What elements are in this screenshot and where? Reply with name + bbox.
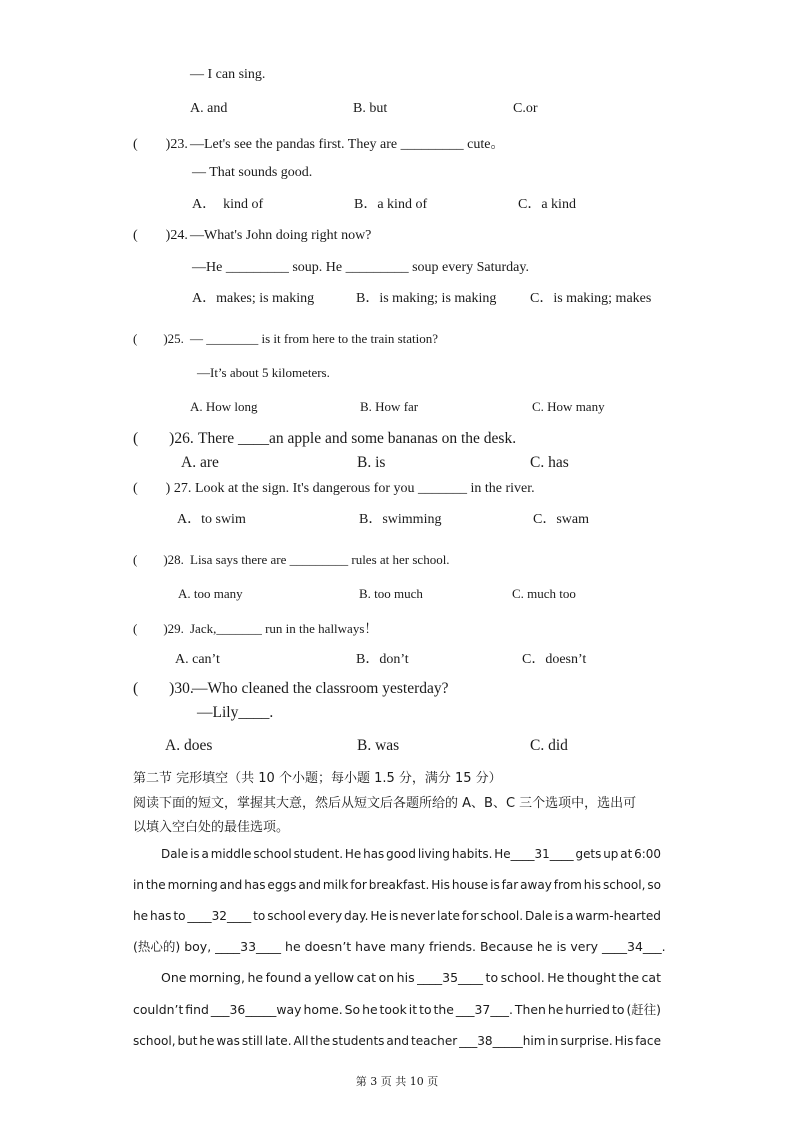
q25-reply: —It’s about 5 kilometers. [197, 365, 330, 380]
q28-number: ( )28. [133, 552, 184, 567]
section-instruction-line2: 以填入空白处的最佳选项。 [133, 820, 290, 835]
q23-option-c: C．a kind [518, 197, 576, 212]
q26-option-c: C. has [530, 454, 569, 471]
q29-option-c: C．doesn’t [522, 652, 587, 667]
q30-reply: —Lily____. [197, 704, 274, 721]
q24-option-a: A．makes; is making [192, 291, 315, 306]
q23-option-b: B．a kind of [354, 197, 428, 212]
passage-line-1: Dale is a middle school student. He has good living habits. He____31____ gets up at 6:00 [161, 846, 661, 861]
q30-option-b: B. was [357, 737, 400, 754]
q26-option-b: B. is [357, 454, 386, 471]
q22-answer-line: — I can sing. [190, 67, 266, 82]
q22-option-c: C.or [513, 101, 538, 116]
q29-option-a: A. can’t [175, 652, 220, 667]
q23-number: ( )23. [133, 137, 188, 152]
q30-number: ( )30. [133, 680, 194, 697]
q22-option-a: A. and [190, 101, 228, 116]
q23-stem: —Let's see the pandas first. They are _________ cute。 [190, 137, 505, 152]
q25-option-c: C. How many [532, 399, 605, 414]
q22-option-b: B. but [353, 101, 388, 116]
passage-line-7: school, but he was still late. All the students and teacher ___38_____him in surprise. His face [133, 1033, 661, 1048]
q26-stem: There ____an apple and some bananas on the desk. [198, 430, 517, 447]
q27-stem: Look at the sign. It's dangerous for you _______ in the river. [195, 481, 535, 496]
q27-option-a: A．to swim [177, 512, 246, 527]
q28-stem: Lisa says there are _________ rules at her school. [190, 552, 450, 567]
q29-stem: Jack,_______ run in the hallways！ [190, 621, 378, 636]
page-footer: 第 3 页 共 10 页 [355, 1075, 439, 1088]
section-instruction-line1: 阅读下面的短文，掌握其大意，然后从短文后各题所给的 A、B、C 三个选项中，选出可 [133, 796, 637, 811]
q24-option-c: C．is making; makes [530, 291, 652, 306]
q24-reply: —He _________ soup. He _________ soup every Saturday. [192, 260, 529, 275]
q23-reply: — That sounds good. [192, 165, 313, 180]
q30-option-c: C. did [530, 737, 568, 754]
q24-option-b: B．is making; is making [356, 291, 497, 306]
passage-line-4: (热心的) boy, ____33____ he doesn’t have many friends. Because he is very ____34___. [133, 939, 666, 954]
passage-line-2: in the morning and has eggs and milk for breakfast. His house is far away from his school, so [133, 877, 661, 892]
q28-option-c: C. much too [512, 586, 576, 601]
q25-option-b: B. How far [360, 399, 419, 414]
q28-option-b: B. too much [359, 586, 423, 601]
q24-number: ( )24. [133, 228, 188, 243]
q29-number: ( )29. [133, 621, 184, 636]
q29-option-b: B．don’t [356, 652, 409, 667]
q25-number: ( )25. [133, 331, 184, 346]
q28-option-a: A. too many [178, 586, 243, 601]
q25-option-a: A. How long [190, 399, 258, 414]
q26-option-a: A. are [181, 454, 219, 471]
section-heading: 第二节 完形填空（共 10 个小题；每小题 1.5 分，满分 15 分） [133, 771, 502, 786]
q27-number: ( ) 27. [133, 481, 192, 496]
q27-option-c: C．swam [533, 512, 589, 527]
passage-line-3: he has to ____32____ to school every day. He is never late for school. Dale is a warm-hearted [133, 908, 661, 923]
q27-option-b: B．swimming [359, 512, 442, 527]
passage-line-6: couldn’t find ___36_____way home. So he took it to the ___37___. Then he hurried to (赶往) [133, 1002, 661, 1017]
q23-option-a: A． kind of [192, 197, 264, 212]
q30-option-a: A. does [165, 737, 213, 754]
q26-number: ( )26. [133, 430, 194, 447]
q25-stem: — ________ is it from here to the train station? [190, 331, 439, 346]
q24-stem: —What's John doing right now? [190, 228, 372, 243]
q30-stem: —Who cleaned the classroom yesterday? [192, 680, 449, 697]
passage-line-5: One morning, he found a yellow cat on his ____35____ to school. He thought the cat [161, 970, 661, 985]
